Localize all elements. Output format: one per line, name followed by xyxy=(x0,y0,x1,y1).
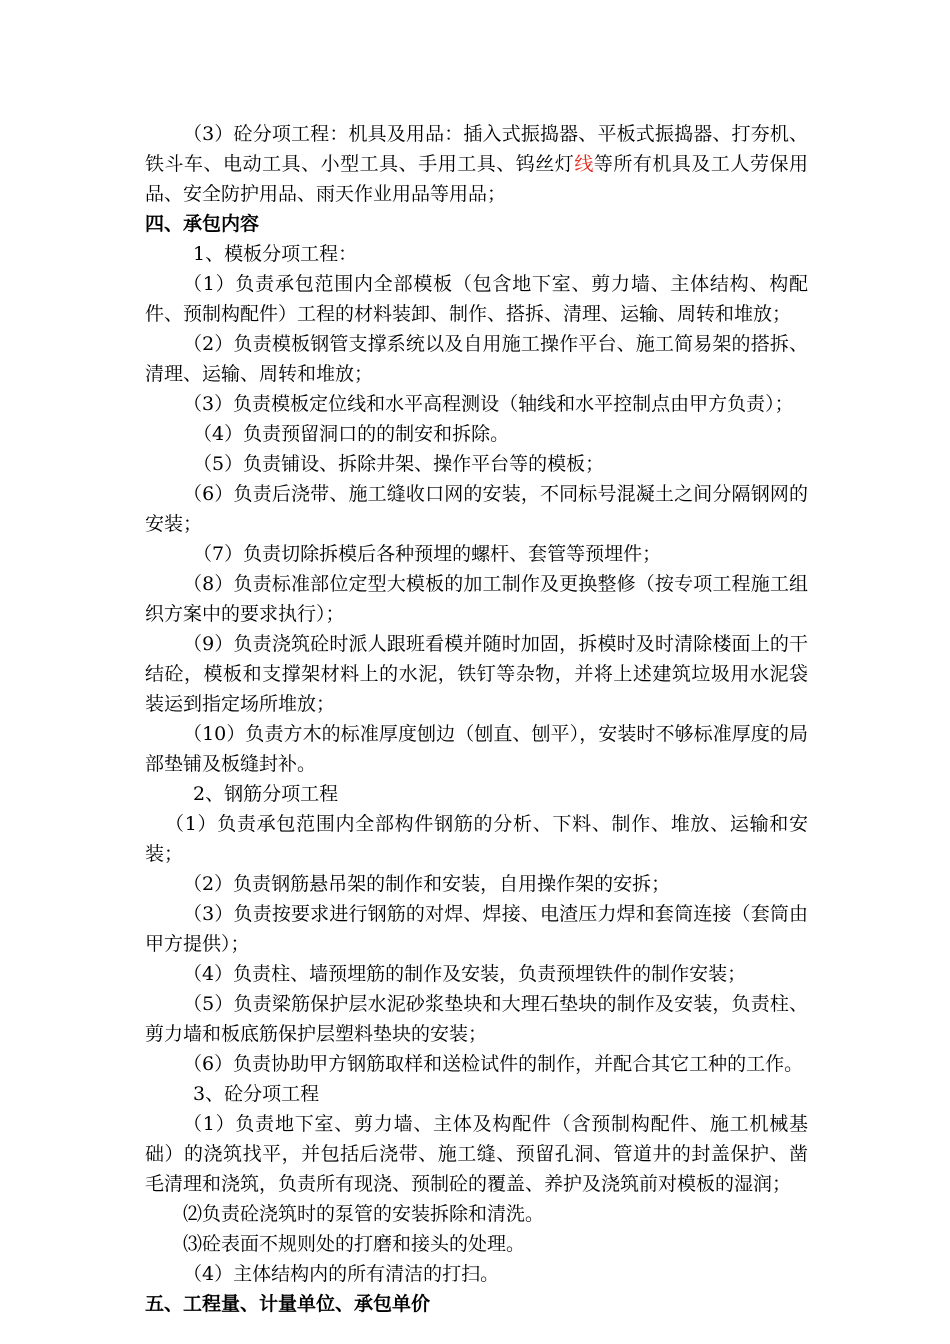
list-item: （7）负责切除拆模后各种预埋的螺杆、套管等预埋件； xyxy=(193,543,662,565)
list-item: （2）负责模板钢管支撑系统以及自用施工操作平台、施工简易架的搭拆、清理、运输、周转和堆放； xyxy=(145,333,808,385)
list-item: （5）负责梁筋保护层水泥砂浆垫块和大理石垫块的制作及安装，负责柱、剪力墙和板底筋保护层塑料垫块的安装； xyxy=(145,993,808,1045)
highlighted-char: 线 xyxy=(574,153,594,175)
list-item: （5）负责铺设、拆除井架、操作平台等的模板； xyxy=(193,453,605,475)
list-item: （4）主体结构内的所有清洁的打扫。 xyxy=(183,1263,500,1285)
list-item: ⑶砼表面不规则处的打磨和接头的处理。 xyxy=(183,1233,526,1255)
section-heading-4: 四、承包内容 xyxy=(145,213,260,235)
list-item: （8）负责标准部位定型大模板的加工制作及更换整修（按专项工程施工组织方案中的要求执行）； xyxy=(145,573,808,625)
subsection-heading-2: 2、钢筋分项工程 xyxy=(193,783,339,805)
list-item: （1）负责地下室、剪力墙、主体及构配件（含预制构配件、施工机械基础）的浇筑找平，并包括后浇带、施工缝、预留孔洞、管道井的封盖保护、凿毛清理和浇筑，负责所有现浇、预制砼的覆盖、养护及浇筑前对模板的湿润； xyxy=(145,1113,808,1195)
list-item: （9）负责浇筑砼时派人跟班看模并随时加固，拆模时及时清除楼面上的干结砼，模板和支撑架材料上的水泥，铁钉等杂物，并将上述建筑垃圾用水泥袋装运到指定场所堆放； xyxy=(145,633,808,715)
list-item: （6）负责协助甲方钢筋取样和送检试件的制作，并配合其它工种的工作。 xyxy=(183,1053,804,1075)
list-item: ⑵负责砼浇筑时的泵管的安装拆除和清洗。 xyxy=(183,1203,545,1225)
subsection-heading-3: 3、砼分项工程 xyxy=(193,1083,320,1105)
list-item: （4）负责预留洞口的的制安和拆除。 xyxy=(193,423,510,445)
list-item: （1）负责承包范围内全部构件钢筋的分析、下料、制作、堆放、运输和安装； xyxy=(145,813,808,865)
document-page xyxy=(145,119,808,1319)
list-item: （6）负责后浇带、施工缝收口网的安装，不同标号混凝土之间分隔钢网的安装； xyxy=(145,483,808,535)
list-item: （3）负责按要求进行钢筋的对焊、焊接、电渣压力焊和套筒连接（套筒由甲方提供）； xyxy=(145,903,808,955)
list-item: （1）负责承包范围内全部模板（包含地下室、剪力墙、主体结构、构配件、预制构配件）工程的材料装卸、制作、搭拆、清理、运输、周转和堆放； xyxy=(145,273,808,325)
list-item: （2）负责钢筋悬吊架的制作和安装，自用操作架的安拆； xyxy=(183,873,671,895)
list-item: （10）负责方木的标准厚度刨边（刨直、刨平），安装时不够标准厚度的局部垫铺及板缝封补。 xyxy=(145,723,808,775)
subsection-heading-1: 1、模板分项工程： xyxy=(193,243,358,265)
section-heading-5: 五、工程量、计量单位、承包单价 xyxy=(145,1293,431,1315)
list-item: （3）负责模板定位线和水平高程测设（轴线和水平控制点由甲方负责）； xyxy=(183,393,794,415)
paragraph-tools: （3）砼分项工程：机具及用品：插入式振捣器、平板式振捣器、打夯机、铁斗车、电动工具、小型工具、手用工具、钨丝灯线等所有机具及工人劳保用品、安全防护用品、雨天作业用品等用品； xyxy=(145,123,808,205)
list-item: （4）负责柱、墙预埋筋的制作及安装，负责预埋铁件的制作安装； xyxy=(183,963,747,985)
